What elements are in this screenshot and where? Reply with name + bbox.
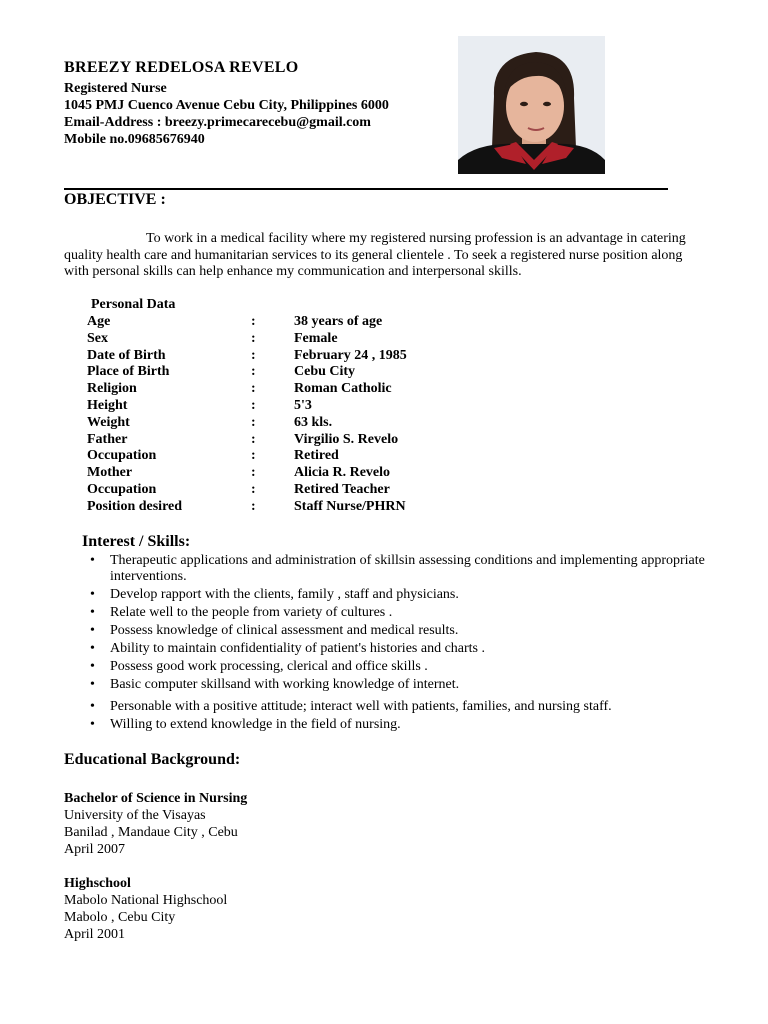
bullet-icon: • <box>90 659 95 674</box>
education-heading: Educational Background: <box>64 751 241 768</box>
pd-value: Virgilio S. Revelo <box>294 431 399 447</box>
applicant-name: BREEZY REDELOSA REVELO <box>64 59 299 76</box>
personal-data-row <box>87 415 447 432</box>
personal-data-row <box>87 348 447 365</box>
personal-data-row <box>87 381 447 398</box>
list-item <box>90 677 710 693</box>
pd-label: Sex <box>87 330 108 346</box>
skills-heading: Interest / Skills: <box>82 533 191 550</box>
pd-label: Weight <box>87 414 130 430</box>
pd-label: Age <box>87 314 111 329</box>
education-degree: Highschool <box>64 876 131 891</box>
applicant-address: 1045 PMJ Cuenco Avenue Cebu City, Philippines 6000 <box>64 98 389 113</box>
skill-text: Develop rapport with the clients, family , staff and physicians. <box>110 587 459 602</box>
list-item <box>90 699 710 715</box>
education-date: April 2007 <box>64 842 126 857</box>
contact-header <box>64 58 389 148</box>
list-item <box>90 641 710 657</box>
skill-text: Willing to extend knowledge in the field of nursing. <box>110 717 401 732</box>
applicant-email: Email-Address : breezy.primecarecebu@gmail.com <box>64 115 371 130</box>
pd-value: 63 kls. <box>294 414 333 430</box>
bullet-icon: • <box>90 641 95 656</box>
skill-text: Therapeutic applications and administration of skillsin assessing conditions and implementing appropriate interventions. <box>110 553 705 584</box>
pd-colon: : <box>251 381 256 397</box>
personal-data-row <box>87 364 447 381</box>
pd-colon: : <box>251 481 256 497</box>
education-location: Mabolo , Cebu City <box>64 910 176 925</box>
pd-value: 5'3 <box>294 397 312 413</box>
pd-label: Position desired <box>87 498 183 514</box>
pd-label: Date of Birth <box>87 347 166 363</box>
pd-colon: : <box>251 431 256 447</box>
list-item <box>90 623 710 639</box>
pd-colon: : <box>251 330 256 346</box>
objective-paragraph <box>64 231 704 281</box>
profile-photo <box>458 36 605 174</box>
pd-value: Retired Teacher <box>294 481 390 497</box>
pd-colon: : <box>251 465 256 481</box>
bullet-icon: • <box>90 677 95 692</box>
skill-text: Possess knowledge of clinical assessment and medical results. <box>110 623 459 638</box>
pd-colon: : <box>251 498 256 514</box>
education-degree: Bachelor of Science in Nursing <box>64 791 248 806</box>
skill-text: Basic computer skillsand with working knowledge of internet. <box>110 677 460 692</box>
pd-label: Occupation <box>87 448 157 464</box>
skills-list <box>90 553 710 735</box>
personal-data-row <box>87 499 447 516</box>
pd-colon: : <box>251 364 256 380</box>
skill-text: Possess good work processing, clerical and office skills . <box>110 659 428 674</box>
personal-data-row <box>87 465 447 482</box>
applicant-title: Registered Nurse <box>64 81 167 96</box>
pd-value: Roman Catholic <box>294 381 392 397</box>
bullet-icon: • <box>90 717 95 732</box>
education-school: University of the Visayas <box>64 808 206 823</box>
pd-value: February 24 , 1985 <box>294 347 407 363</box>
pd-value: Female <box>294 330 338 346</box>
pd-value: Alicia R. Revelo <box>294 465 391 481</box>
education-school: Mabolo National Highschool <box>64 893 228 908</box>
pd-value: 38 years of age <box>294 314 383 329</box>
person-portrait-photo <box>458 36 605 174</box>
objective-text: To work in a medical facility where my registered nursing profession is an advantage in catering quality health care and humanitarian services to its general clientele . To seek a registered nurse position along with personal skills can help enhance my communication and interpersonal skills. <box>64 231 686 279</box>
pd-value: Staff Nurse/PHRN <box>294 498 406 514</box>
pd-colon: : <box>251 414 256 430</box>
bullet-icon: • <box>90 699 95 714</box>
personal-data-row <box>87 482 447 499</box>
list-item <box>90 717 710 733</box>
bullet-icon: • <box>90 623 95 638</box>
personal-data-row <box>87 398 447 415</box>
pd-label: Place of Birth <box>87 364 170 380</box>
objective-heading: OBJECTIVE : <box>64 191 166 208</box>
skill-text: Ability to maintain confidentiality of patient's histories and charts . <box>110 641 485 656</box>
pd-value: Retired <box>294 448 339 464</box>
bullet-icon: • <box>90 605 95 620</box>
education-entry-highschool <box>64 875 227 943</box>
skill-text: Personable with a positive attitude; interact well with patients, families, and nursing staff. <box>110 699 612 714</box>
pd-label: Height <box>87 397 128 413</box>
list-item <box>90 587 710 603</box>
pd-label: Occupation <box>87 481 157 497</box>
skill-text: Relate well to the people from variety of cultures . <box>110 605 393 620</box>
education-location: Banilad , Mandaue City , Cebu <box>64 825 238 840</box>
pd-value: Cebu City <box>294 364 356 380</box>
personal-data-row <box>87 331 447 348</box>
pd-label: Mother <box>87 465 133 481</box>
list-item <box>90 605 710 621</box>
bullet-icon: • <box>90 587 95 602</box>
personal-data-row <box>87 432 447 449</box>
bullet-icon: • <box>90 553 95 568</box>
pd-label: Religion <box>87 381 137 397</box>
list-item <box>90 553 710 585</box>
pd-colon: : <box>251 397 256 413</box>
pd-colon: : <box>251 347 256 363</box>
education-entry-college <box>64 790 247 858</box>
pd-colon: : <box>251 314 256 329</box>
personal-data-heading: Personal Data <box>91 297 176 312</box>
applicant-mobile: Mobile no.09685676940 <box>64 132 205 147</box>
personal-data-table <box>87 314 447 516</box>
pd-colon: : <box>251 448 256 464</box>
personal-data-row <box>87 314 447 331</box>
header-divider <box>64 188 668 190</box>
education-date: April 2001 <box>64 927 126 942</box>
personal-data-row <box>87 448 447 465</box>
pd-label: Father <box>87 431 128 447</box>
list-item <box>90 659 710 675</box>
